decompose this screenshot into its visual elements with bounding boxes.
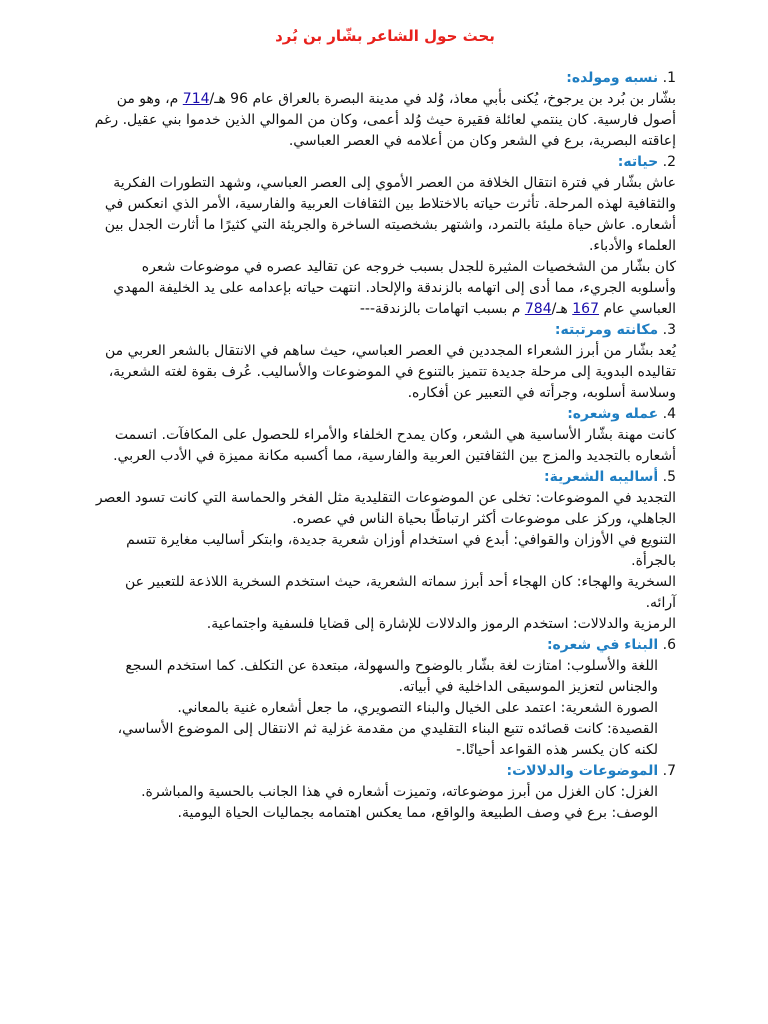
section-heading-text: نسبه ومولده: — [566, 70, 659, 86]
document-page — [94, 22, 676, 1024]
theme-item-ghazal: الغزل: كان الغزل من أبرز موضوعاته، وتميزت أشعاره في هذا الجانب بالحسية والمباشرة. — [141, 784, 658, 800]
style-item-renewal: التجديد في الموضوعات: تخلى عن الموضوعات التقليدية مثل الفخر والحماسة التي كانت تسود العصر الجاهلي، وركز على موضوعات أكثر ارتباطًا بحياة الناس في عصره. — [95, 490, 676, 527]
section-number: 2. — [662, 154, 676, 170]
section-heading — [94, 761, 676, 782]
section-heading-text: البناء في شعره: — [546, 637, 659, 653]
section-status-rank — [94, 320, 676, 404]
paragraph: يُعد بشّار من أبرز الشعراء المجددين في العصر العباسي، حيث ساهم في الانتقال بالشعر العربي من تقاليده البدوية إلى مرحلة جديدة تتميز بالتنوع في الموضوعات والأساليب. عُرف بقوة لغته الشعرية، وسلاسة أسلوبه، وجرأته في التعبير عن أفكاره. — [104, 343, 676, 401]
document-title: بحث حول الشاعر بشّار بن بُرد — [275, 27, 495, 45]
section-number: 1. — [662, 70, 676, 86]
section-poetic-styles — [94, 467, 676, 635]
section-heading-text: أساليبه الشعرية: — [544, 469, 659, 485]
section-number: 6. — [662, 637, 676, 653]
paragraph — [94, 257, 676, 320]
section-heading-text: الموضوعات والدلالات: — [506, 763, 659, 779]
style-item-satire: السخرية والهجاء: كان الهجاء أحد أبرز سماته الشعرية، حيث استخدم السخرية اللاذعة للتعبير عن آرائه. — [124, 574, 676, 611]
paragraph-text: م بسبب اتهامات بالزندقة--- — [359, 301, 525, 317]
section-heading — [94, 467, 676, 488]
section-heading — [94, 635, 676, 656]
section-heading — [94, 152, 676, 173]
section-lineage-birth — [94, 68, 676, 152]
structure-item-poem: القصيدة: كانت قصائده تتبع البناء التقليدي من مقدمة غزلية ثم الانتقال إلى الموضوع الأساسي، لكنه كان يكسر هذه القواعد أحيانًا.- — [117, 721, 658, 758]
section-themes — [94, 761, 676, 824]
style-item-symbolism: الرمزية والدلالات: استخدم الرموز والدلالات للإشارة إلى قضايا فلسفية واجتماعية. — [206, 616, 676, 632]
paragraph: كانت مهنة بشّار الأساسية هي الشعر، وكان يمدح الخلفاء والأمراء للحصول على المكافآت. اتسمت أشعاره بالتجديد والمزج بين الثقافتين العربية والفارسية، مما أكسبه مكانة مميزة في الأدب العربي. — [113, 427, 676, 464]
section-heading-text: حياته: — [617, 154, 659, 170]
paragraph — [94, 89, 676, 152]
structure-item-language: اللغة والأسلوب: امتازت لغة بشّار بالوضوح والسهولة، مبتعدة عن التكلف. كما استخدم السجع والجناس لتعزيز الموسيقى الداخلية في أبياته. — [125, 658, 658, 695]
theme-item-description: الوصف: برع في وصف الطبيعة والواقع، مما يعكس اهتمامه بجماليات الحياة اليومية. — [177, 805, 658, 821]
paragraph-text: هـ/ — [551, 301, 573, 317]
section-heading — [94, 320, 676, 341]
section-life — [94, 152, 676, 320]
paragraph: عاش بشّار في فترة انتقال الخلافة من العصر الأموي إلى العصر العباسي، وشهد التطورات الفكرية والثقافية لهذه المرحلة. تأثرت حياته بالاختلاط بين الثقافات العربية والفارسية، الأمر الذي انعكس في أشعاره. عاش حياة مليئة بالتمرد، واشتهر بشخصيته الساخرة والجريئة التي كثيرًا ما أثارت الجدل بين العلماء والأدباء. — [104, 175, 676, 254]
year-link-714[interactable]: 714 — [182, 91, 210, 107]
section-number: 7. — [662, 763, 676, 779]
section-number: 4. — [662, 406, 676, 422]
structure-item-imagery: الصورة الشعرية: اعتمد على الخيال والبناء التصويري، ما جعل أشعاره غنية بالمعاني. — [177, 700, 658, 716]
section-heading-text: مكانته ومرتبته: — [554, 322, 659, 338]
paragraph-text: بشّار بن بُرد بن يرجوخ، يُكنى بأبي معاذ، وُلد في مدينة البصرة بالعراق عام 96 هـ/ — [209, 91, 676, 107]
section-heading-text: عمله وشعره: — [567, 406, 659, 422]
style-item-meters: التنويع في الأوزان والقوافي: أبدع في استخدام أوزان شعرية جديدة، وابتكر أساليب مغايرة تتسم بالجرأة. — [126, 532, 676, 569]
paragraph-text: م، وهو من أصول فارسية. كان ينتمي لعائلة فقيرة حيث وُلد أعمى، وكان من الموالي الذين خدموا بني عقيل. رغم إعاقته البصرية، برع في الشعر وكان من أعلامه في العصر العباسي. — [94, 91, 676, 149]
year-link-167[interactable]: 167 — [572, 301, 599, 317]
paragraph-text: كان بشّار من الشخصيات المثيرة للجدل بسبب خروجه عن تقاليد عصره في موضوعات شعره وأسلوبه الجريء، مما أدى إلى اتهامه بالزندقة والإلحاد. انتهت حياته بإعدامه على يد الخليفة المهدي العباسي عام — [113, 259, 676, 317]
section-heading — [94, 68, 676, 89]
section-heading — [94, 404, 676, 425]
year-link-784[interactable]: 784 — [524, 301, 552, 317]
section-number: 5. — [662, 469, 676, 485]
section-work-poetry — [94, 404, 676, 467]
section-number: 3. — [662, 322, 676, 338]
section-structure — [94, 635, 676, 761]
